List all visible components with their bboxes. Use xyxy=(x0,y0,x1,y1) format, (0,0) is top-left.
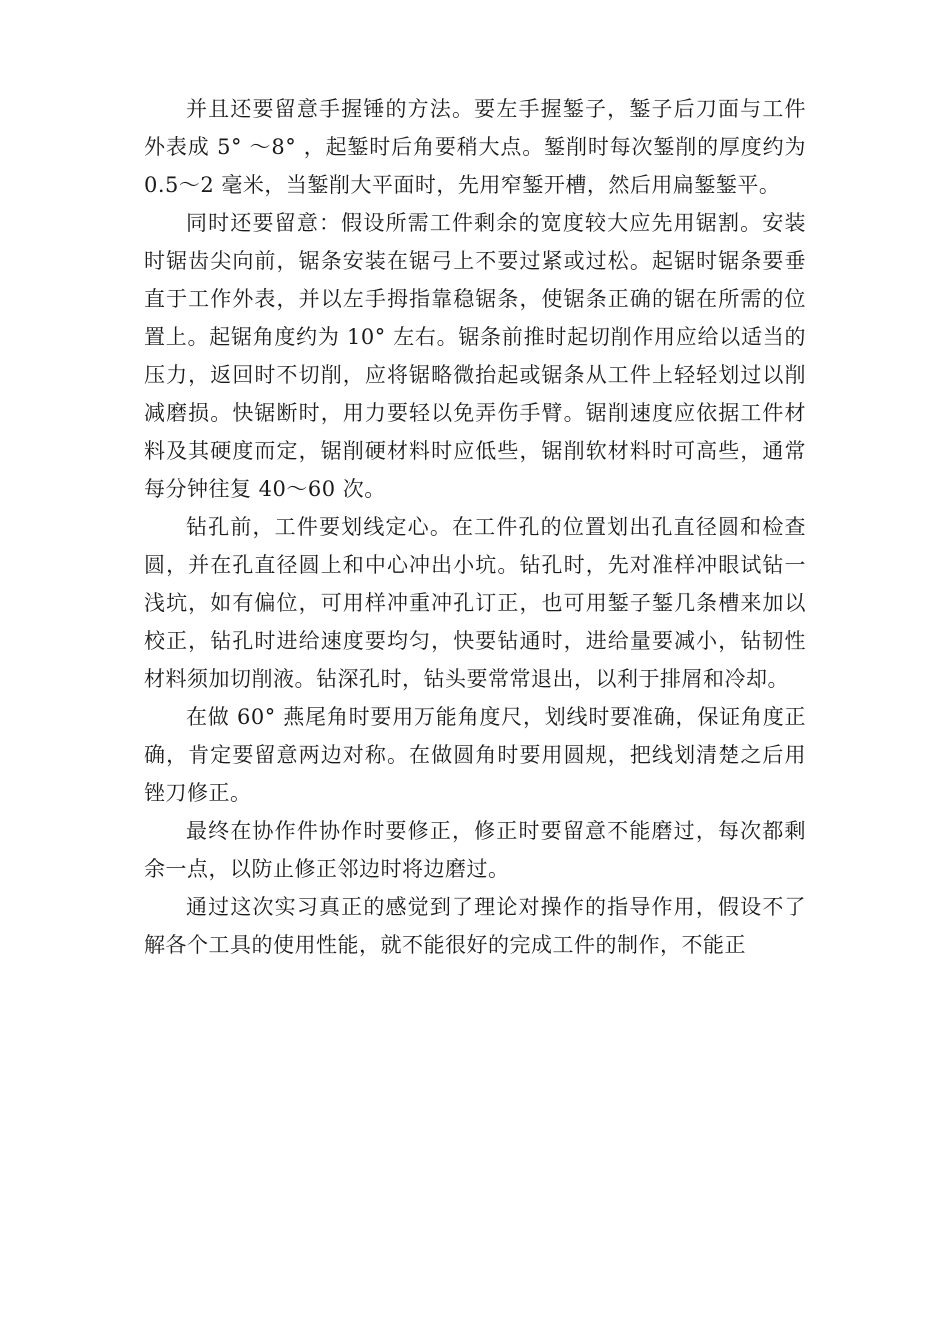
paragraph-dovetail: 在做 60° 燕尾角时要用万能角度尺，划线时要准确，保证角度正确，肯定要留意两边对称。在做圆角时要用圆规，把线划清楚之后用锉刀修正。 xyxy=(144,705,806,805)
paragraph-chiseling: 并且还要留意手握锤的方法。要左手握錾子，錾子后刀面与工件外表成 5° ～8° ，起錾时后角要稍大点。錾削时每次錾削的厚度约为 0.5～2 毫米，当錾削大平面时，先用窄錾开槽，然后用扁錾錾平。 xyxy=(144,97,806,197)
paragraph-drilling: 钻孔前，工件要划线定心。在工件孔的位置划出孔直径圆和检查圆，并在孔直径圆上和中心冲出小坑。钻孔时，先对准样冲眼试钻一浅坑，如有偏位，可用样冲重冲孔订正，也可用錾子錾几条槽来加以校正，钻孔时进给速度要均匀，快要钻通时，进给量要减小，钻韧性材料须加切削液。钻深孔时，钻头要常常退出，以利于排屑和冷却。 xyxy=(144,515,806,691)
document-body xyxy=(144,90,806,964)
paragraph-reflection: 通过这次实习真正的感觉到了理论对操作的指导作用，假设不了解各个工具的使用性能，就不能很好的完成工件的制作，不能正 xyxy=(144,895,806,957)
paragraph-fitting: 最终在协作件协作时要修正，修正时要留意不能磨过，每次都剩余一点，以防止修正邻边时将边磨过。 xyxy=(144,819,806,881)
paragraph-sawing: 同时还要留意：假设所需工件剩余的宽度较大应先用锯割。安装时锯齿尖向前，锯条安装在锯弓上不要过紧或过松。起锯时锯条要垂直于工作外表，并以左手拇指靠稳锯条，使锯条正确的锯在所需的位置上。起锯角度约为 10° 左右。锯条前推时起切削作用应给以适当的压力，返回时不切削，应将锯略微抬起或锯条从工件上轻轻划过以削减磨损。快锯断时，用力要轻以免弄伤手臂。锯削速度应依据工件材料及其硬度而定，锯削硬材料时应低些，锯削软材料时可高些，通常每分钟往复 40～60 次。 xyxy=(144,211,806,501)
